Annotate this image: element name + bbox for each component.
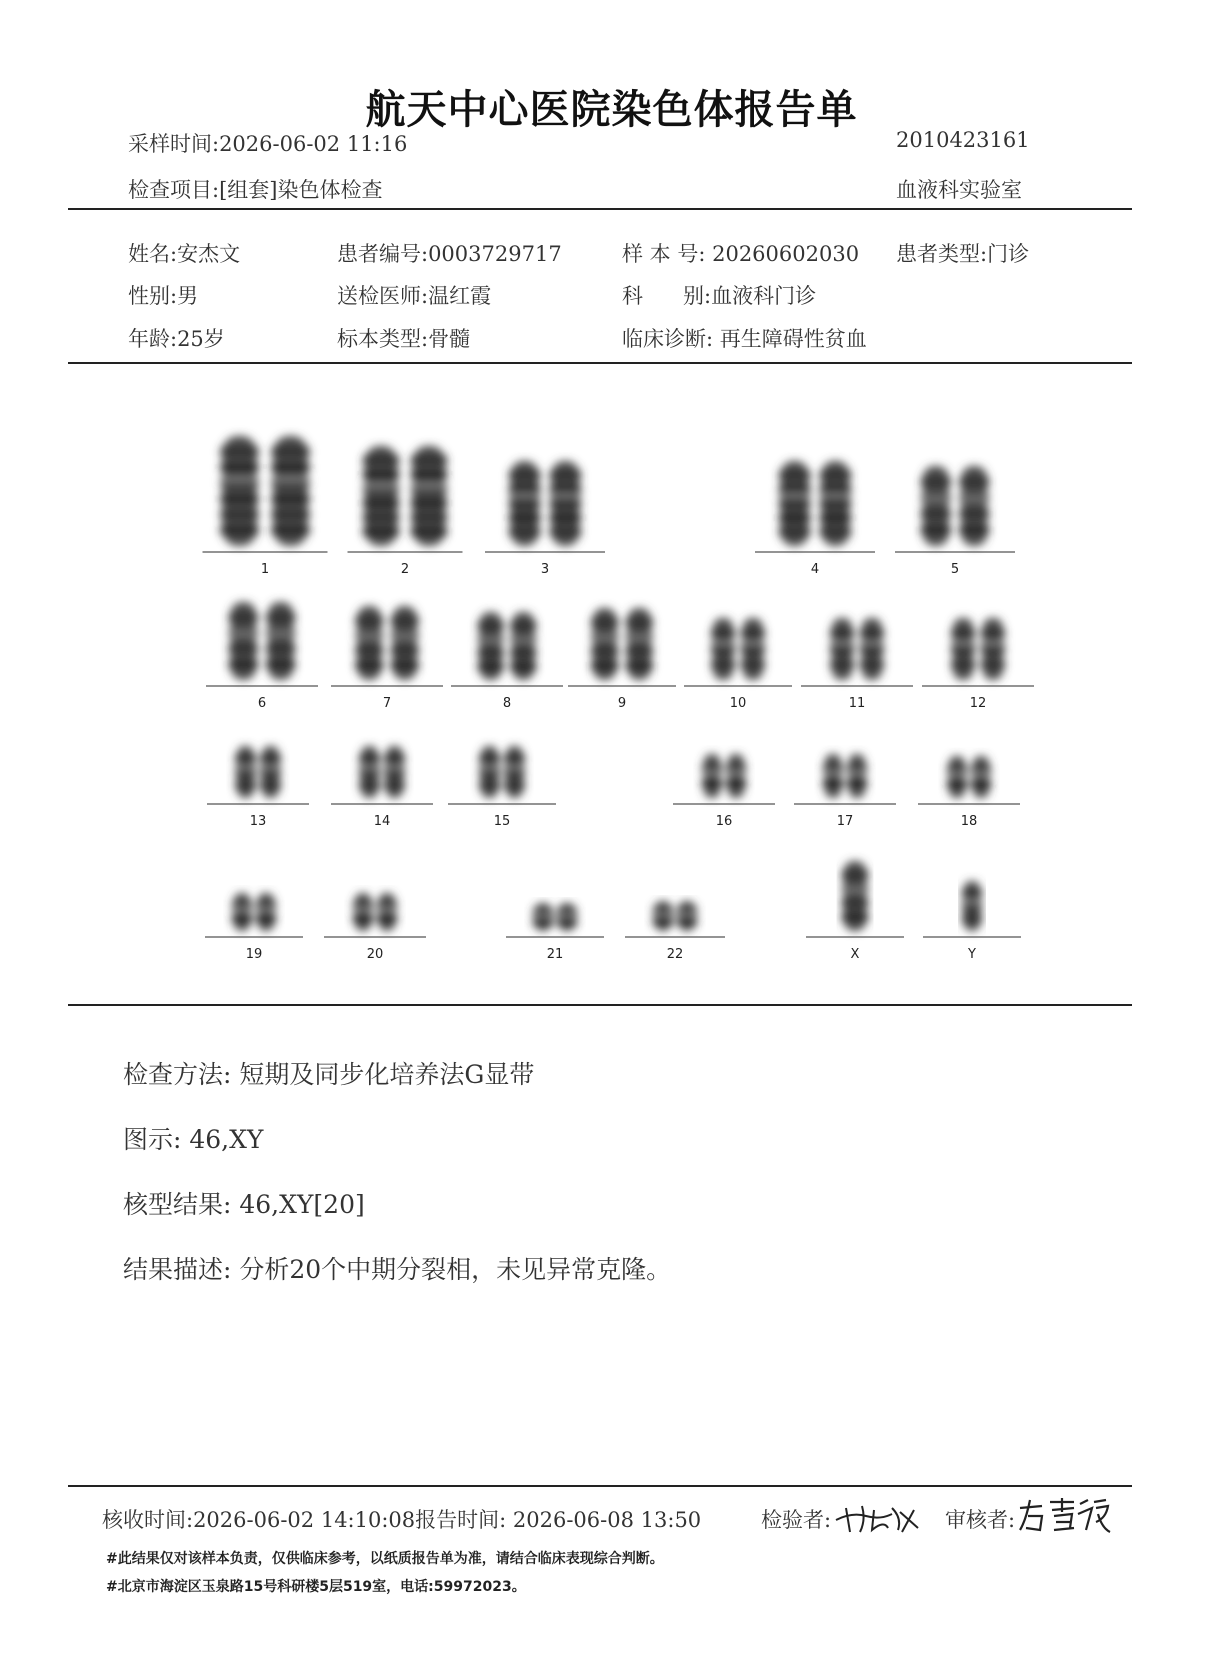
chromosome-label: 5 — [950, 562, 960, 577]
examiner-signature — [832, 1498, 922, 1536]
sampling-time: 采样时间:2026-06-02 11:16 — [128, 132, 408, 156]
chromosome-pair-7 — [331, 606, 443, 711]
chromosome-label: 15 — [493, 814, 511, 829]
karyotype-divider — [68, 1004, 1132, 1006]
patient-sex: 性别:男 — [128, 284, 199, 308]
chromosome-label: X — [850, 947, 860, 962]
patient-age: 年龄:25岁 — [128, 327, 225, 351]
chromosome-pair-12 — [922, 618, 1034, 711]
chromosome-pair-14 — [331, 746, 433, 829]
chromosome-label: 11 — [848, 696, 866, 711]
chromosome-label: Y — [968, 947, 976, 962]
chromosome-pair-3 — [485, 461, 605, 577]
disclaimer-note: #此结果仅对该样本负责，仅供临床参考，以纸质报告单为准，请结合临床表现综合判断。 — [106, 1551, 664, 1567]
result-description: 结果描述: 分析20个中期分裂相，未见异常克隆。 — [123, 1255, 672, 1284]
report-title: 航天中心医院染色体报告单 — [365, 87, 858, 133]
reviewer-signature — [1016, 1494, 1111, 1536]
chromosome-label: 19 — [245, 947, 263, 962]
receive-report-times: 核收时间:2026-06-02 14:10:08报告时间: 2026-06-08 13:50 — [102, 1508, 702, 1532]
chromosome-label: 8 — [502, 696, 512, 711]
chromosome-label: 1 — [260, 562, 270, 577]
chromosome-pair-16 — [673, 754, 775, 829]
chromosome-pair-5 — [895, 466, 1015, 577]
chromosome-label: 18 — [960, 814, 978, 829]
chromosome-label: 4 — [810, 562, 820, 577]
chromosome-pair-10 — [684, 618, 792, 711]
chromosome-label: 10 — [729, 696, 747, 711]
chromosome-pair-18 — [918, 756, 1020, 829]
chromosome-pair-19 — [205, 893, 303, 962]
specimen-type: 标本类型:骨髓 — [337, 327, 471, 351]
chromosome-label: 3 — [540, 562, 550, 577]
exam-method: 检查方法: 短期及同步化培养法G显带 — [123, 1060, 535, 1089]
chromosome-pair-17 — [794, 754, 896, 829]
chromosome-label: 9 — [617, 696, 627, 711]
clinical-diagnosis: 临床诊断: 再生障碍性贫血 — [622, 327, 867, 351]
sample-number: 样 本 号: 20260602030 — [622, 242, 860, 266]
patient-type: 患者类型:门诊 — [896, 242, 1030, 266]
chromosome-pair-11 — [801, 618, 913, 711]
chromosome-pair-20 — [324, 893, 426, 962]
referring-doctor: 送检医师:温红霞 — [337, 284, 492, 308]
chromosome-label: 2 — [400, 562, 410, 577]
chromosome-label: 16 — [715, 814, 733, 829]
chromosome-label: 21 — [546, 947, 564, 962]
chromosome-label: 7 — [382, 696, 392, 711]
reviewer-label: 审核者: — [945, 1508, 1016, 1532]
examiner-label: 检验者: — [761, 1508, 832, 1532]
lab-name: 血液科实验室 — [896, 178, 1022, 202]
exam-item: 检查项目:[组套]染色体检查 — [128, 178, 383, 202]
chromosome-label: 17 — [836, 814, 854, 829]
chromosome-label: 14 — [373, 814, 391, 829]
chromosome-label: 13 — [249, 814, 267, 829]
chromosome-pair-4 — [755, 461, 875, 577]
chromosome-label: 22 — [666, 947, 684, 962]
chromosome-pair-8 — [451, 612, 563, 711]
chromosome-pair-22 — [625, 901, 725, 962]
address-note: #北京市海淀区玉泉路15号科研楼5层519室，电话:59972023。 — [106, 1579, 526, 1595]
chromosome-pair-6 — [206, 602, 318, 711]
chromosome-pair-1 — [203, 436, 328, 577]
chromosome-label: 6 — [257, 696, 267, 711]
chromosome-label: 12 — [969, 696, 987, 711]
chromosome-pair-X — [806, 861, 904, 962]
chromosome-pair-Y — [923, 881, 1021, 962]
chromosome-pair-21 — [506, 903, 604, 962]
department: 科 别:血液科门诊 — [622, 284, 817, 308]
footer-divider — [68, 1485, 1132, 1487]
figure-result: 图示: 46,XY — [123, 1125, 264, 1154]
chromosome-pair-15 — [448, 746, 556, 829]
patient-number: 患者编号:0003729717 — [337, 242, 562, 266]
chromosome-label: 20 — [366, 947, 384, 962]
patient-name: 姓名:安杰文 — [128, 242, 241, 266]
chromosome-pair-13 — [207, 746, 309, 829]
report-id: 2010423161 — [896, 128, 1030, 152]
chromosome-pair-2 — [348, 446, 463, 577]
karyotype-result: 核型结果: 46,XY[20] — [123, 1190, 365, 1219]
chromosome-pair-9 — [568, 608, 676, 711]
